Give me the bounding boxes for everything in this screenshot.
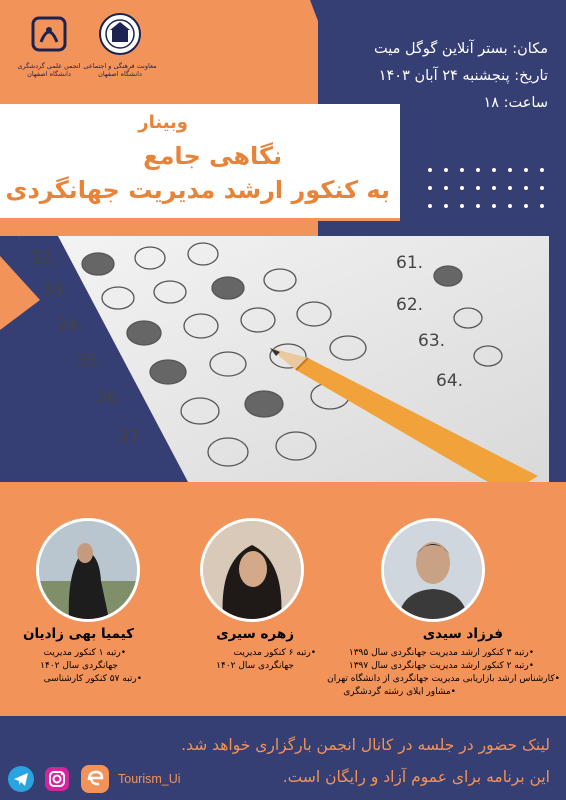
title-card (0, 104, 400, 221)
speaker-1-avatar (381, 518, 485, 622)
q-number-35: 35. (76, 351, 104, 371)
location-row (303, 36, 548, 63)
q-number-62: 62. (396, 295, 424, 315)
speakers-section (0, 482, 566, 716)
speaker-3-line-2: جهانگردی سال ۱۴۰۲ (40, 661, 118, 671)
q-number-63: 63. (418, 331, 446, 351)
date-row (303, 63, 548, 90)
speaker-2-name: زهره سیری (216, 626, 294, 642)
date-value: پنجشنبه ۲۴ آبان ۱۴۰۳ (378, 68, 510, 84)
q-number-37: 37. (118, 427, 146, 447)
q-number-61: 61. (396, 253, 424, 273)
speaker-2-photo (203, 521, 301, 619)
location-value: بستر آنلاین گوگل میت (374, 41, 508, 57)
title-line2: به کنکور ارشد مدیریت جهانگردی (5, 176, 390, 204)
right-logo-line1: معاونت فرهنگی و اجتماعی (83, 62, 157, 70)
answer-sheet-illustration (18, 236, 549, 482)
q-number-33: 33. (42, 281, 70, 301)
speaker-2-line-2: جهانگردی سال ۱۴۰۲ (216, 661, 294, 671)
q-number-36: 36. (96, 388, 124, 408)
university-logo (82, 12, 158, 78)
tourism-association-emblem (27, 12, 71, 56)
q-number-32: 32. (30, 248, 58, 268)
speaker-2-line-1: •رتبه ۶ کنکور مدیریت (233, 648, 316, 658)
footer-free-notice: این برنامه برای عموم آزاد و رایگان است. (282, 768, 550, 786)
speaker-3-avatar (36, 518, 140, 622)
q-number-64: 64. (436, 371, 464, 391)
speaker-2-avatar (200, 518, 304, 622)
telegram-icon[interactable] (8, 766, 34, 792)
left-logo-line1: انجمن علمی گردشگری (17, 62, 81, 70)
title-line1: نگاهی جامع (143, 142, 282, 170)
speaker-3-line-1: •رتبه ۱ کنکور مدیریت (43, 648, 126, 658)
tourism-association-logo (14, 12, 84, 78)
webinar-label: وبینار (138, 112, 188, 133)
speaker-1-line-3: •کارشناس ارشد بازاریابی مدیریت جهانگردی از دانشگاه تهران (327, 674, 560, 684)
left-logo-line2: دانشگاه اصفهان (27, 70, 71, 78)
speaker-3-line-3: •رتبه ۵۷ کنکور کارشناسی (43, 674, 142, 684)
footer-link-notice: لینک حضور در جلسه در کانال انجمن بارگزاری خواهد شد. (181, 736, 550, 754)
time-value: ۱۸ (483, 95, 500, 111)
speaker-3-name: کیمیا بهی زادیان (22, 626, 134, 642)
q-number-34: 34. (56, 316, 84, 336)
right-logo-line2: دانشگاه اصفهان (98, 70, 142, 78)
date-label: تاریخ: (514, 68, 548, 84)
university-emblem (98, 12, 142, 56)
instagram-icon[interactable] (44, 766, 70, 792)
speaker-1-line-4: •مشاور ایلای رشته گردشگری (343, 687, 456, 697)
speaker-1-photo (384, 521, 482, 619)
speaker-1-line-1: •رتبه ۳ کنکور ارشد مدیریت جهانگردی سال ۱۳۹۵ (348, 648, 534, 658)
time-label: ساعت: (503, 95, 548, 111)
answer-sheet-photo (18, 236, 549, 482)
speaker-1-name: فرزاد سیدی (422, 626, 503, 642)
social-handle[interactable]: Tourism_Ui (118, 772, 181, 786)
eitaa-icon[interactable] (80, 764, 110, 794)
location-label: مکان: (512, 41, 548, 57)
decorative-dots (424, 164, 544, 224)
speaker-3-photo (39, 521, 137, 619)
speaker-1-line-2: •رتبه ۲ کنکور ارشد مدیریت جهانگردی سال ۱۳۹۷ (348, 661, 534, 671)
